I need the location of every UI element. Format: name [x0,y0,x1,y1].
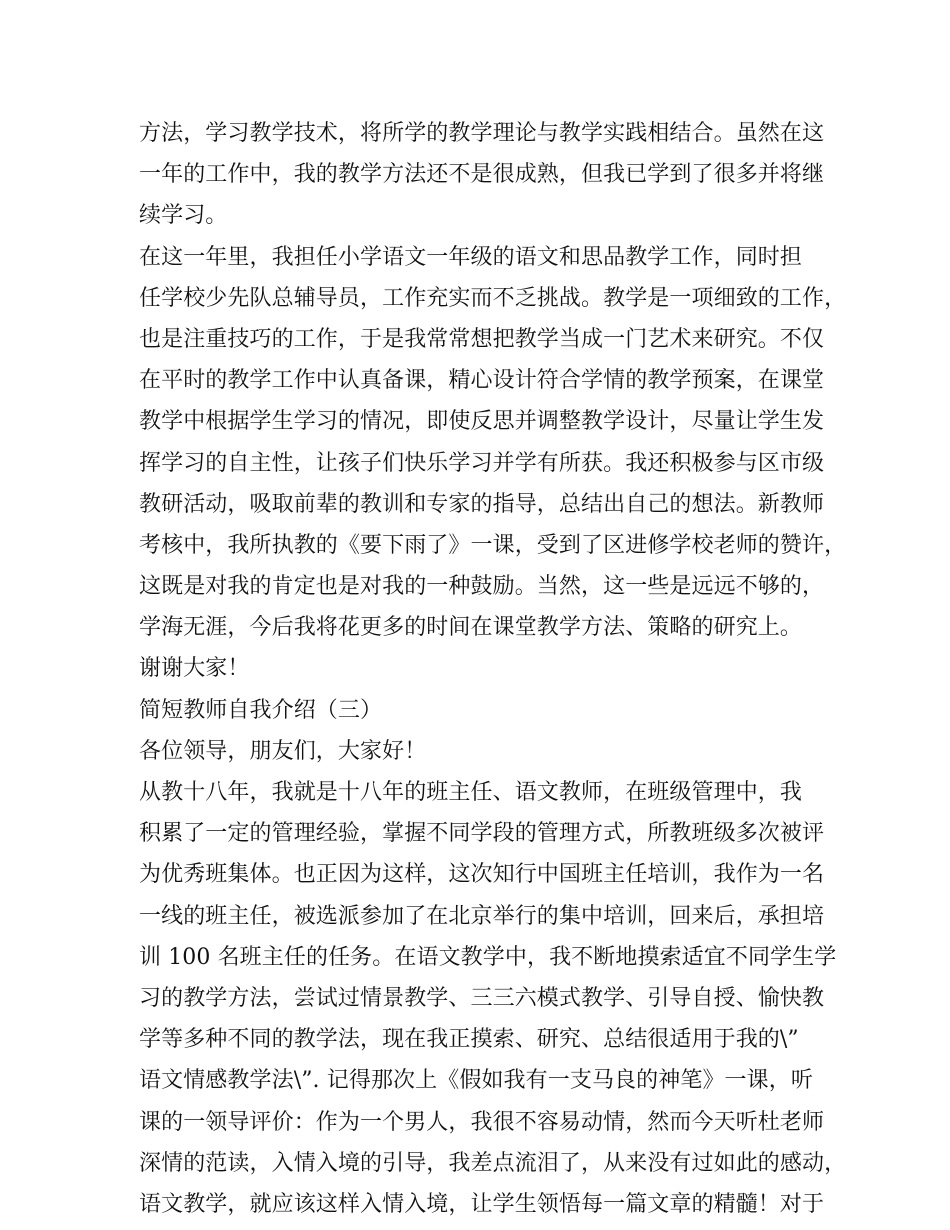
text-line: 这既是对我的肯定也是对我的一种鼓励。当然，这一些是远远不够的， [139,574,825,600]
text-line: 课的一领导评价：作为一个男人，我很不容易动情，然而今天听杜老师 [139,1109,825,1135]
text-line: 语文情感教学法\”. 记得那次上《假如我有一支马良的神笔》一课，听 [139,1068,813,1094]
text-line: 在这一年里，我担任小学语文一年级的语文和思品教学工作，同时担 [139,244,803,270]
text-line: 教学中根据学生学习的情况，即使反思并调整教学设计，尽量让学生发 [139,409,825,435]
text-line: 习的教学方法，尝试过情景教学、三三六模式教学、引导自授、愉快教 [139,985,825,1011]
text-line: 在平时的教学工作中认真备课，精心设计符合学情的教学预案，在课堂 [139,368,825,394]
document-body [139,113,847,1225]
text-line: 学海无涯，今后我将花更多的时间在课堂教学方法、策略的研究上。 [139,615,803,641]
section-heading: 简短教师自我介绍（三） [139,697,383,723]
text-line: 各位领导，朋友们，大家好！ [139,738,427,764]
text-line: 积累了一定的管理经验，掌握不同学段的管理方式，所教班级多次被评 [139,821,825,847]
text-line: 一年的工作中，我的教学方法还不是很成熟，但我已学到了很多并将继 [139,162,825,188]
text-line: 一线的班主任，被选派参加了在北京举行的集中培训，回来后，承担培 [139,903,825,929]
text-line: 语文教学，就应该这样入情入境，让学生领悟每一篇文章的精髓！对于 [139,1191,825,1217]
text-line: 深情的范读，入情入境的引导，我差点流泪了，从来没有过如此的感动， [139,1150,847,1176]
text-line: 训 100 名班主任的任务。在语文教学中，我不断地摸索适宜不同学生学 [139,944,837,970]
text-line: 挥学习的自主性，让孩子们快乐学习并学有所获。我还积极参与区市级 [139,450,825,476]
text-line: 考核中，我所执教的《要下雨了》一课，受到了区进修学校老师的赞许， [139,532,847,558]
text-line: 谢谢大家！ [139,656,250,682]
text-line: 续学习。 [139,203,228,229]
text-line: 学等多种不同的教学法，现在我正摸索、研究、总结很适用于我的\” [139,1027,799,1053]
text-line: 教研活动，吸取前辈的教训和专家的指导，总结出自己的想法。新教师 [139,491,825,517]
text-line: 也是注重技巧的工作，于是我常常想把教学当成一门艺术来研究。不仅 [139,326,825,352]
text-line: 为优秀班集体。也正因为这样，这次知行中国班主任培训，我作为一名 [139,862,825,888]
text-line: 方法，学习教学技术，将所学的教学理论与教学实践相结合。虽然在这 [139,121,825,146]
text-line: 从教十八年，我就是十八年的班主任、语文教师，在班级管理中，我 [139,780,803,805]
text-line: 任学校少先队总辅导员，工作充实而不乏挑战。教学是一项细致的工作， [139,285,847,311]
